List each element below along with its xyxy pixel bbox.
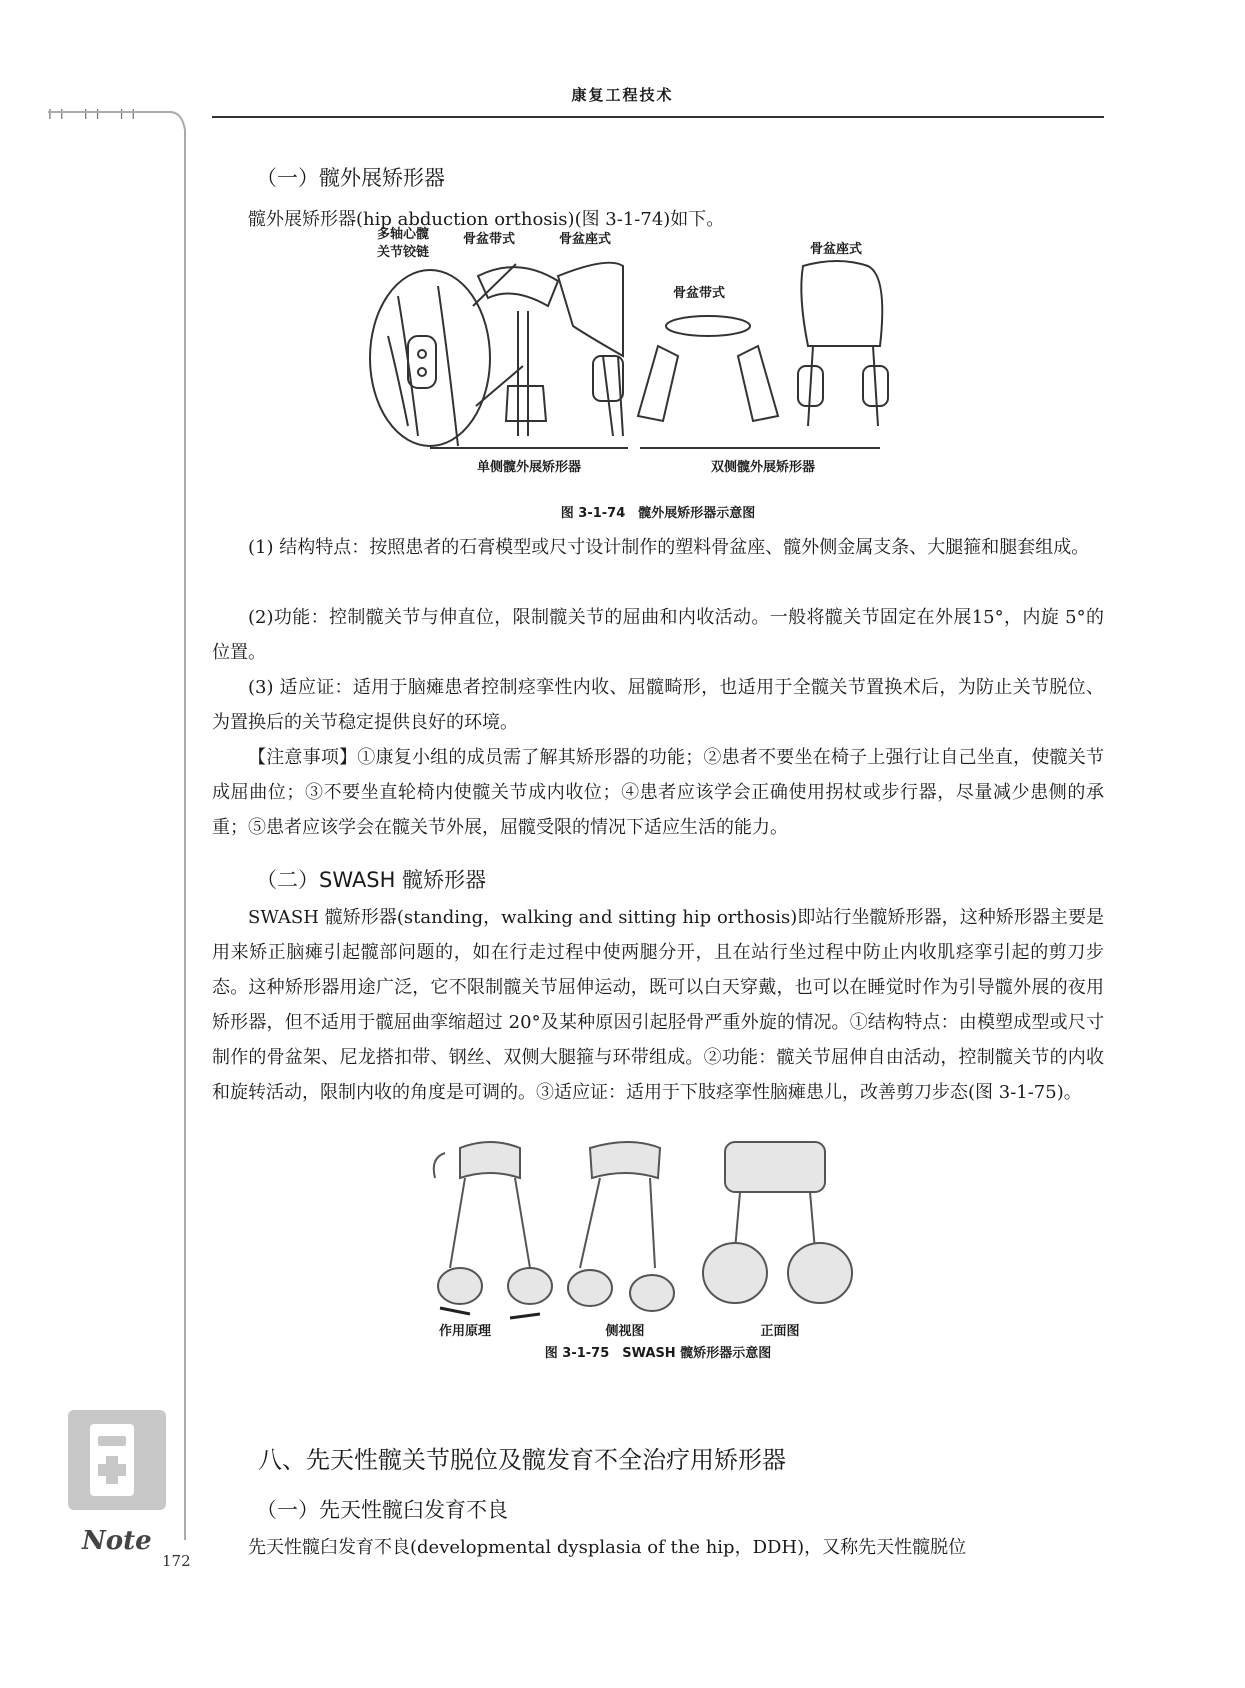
label-bilateral: 双侧髋外展矫形器: [710, 460, 815, 475]
label-pelvic-seat-2: 骨盆座式: [809, 242, 862, 257]
figure-swash: [420, 1138, 880, 1338]
label-unilateral: 单侧髋外展矫形器: [476, 460, 581, 475]
section-intro: 髋外展矫形器(hip abduction orthosis)(图 3-1-74)如下。: [248, 209, 725, 230]
paragraph-precautions: 【注意事项】①康复小组的成员需了解其矫形器的功能；②患者不要坐在椅子上强行让自己坐直，使髋关节成屈曲位；③不要坐直轮椅内使髋关节成内收位；④患者应该学会正确使用拐杖或步行器，尽量减少患侧的承重；⑤患者应该学会在髋关节外展，屈髋受限的情况下适应生活的能力。: [212, 747, 1104, 838]
paragraph-swash: SWASH 髋矫形器(standing，walking and sitting hip orthosis)即站行坐髋矫形器，这种矫形器主要是用来矫正脑瘫引起髋部问题的，如在行走过程中使两腿分开，且在站行坐过程中防止内收肌痉挛引起的剪刀步态。这种矫形器用途广泛，它不限制髋关节屈伸运动，既可以白天穿戴，也可以在睡觉时作为引导髋外展的夜用矫形器，但不适用于髋屈曲挛缩超过 20°及某种原因引起胫骨严重外旋的情况。①结构特点：由模塑成型或尺寸制作的骨盆架、尼龙搭扣带、钢丝、双侧大腿箍与环带组成。②功能：髋关节屈伸自由活动，控制髋关节的内收和旋转活动，限制内收的角度是可调的。③适应证：适用于下肢痉挛性脑瘫患儿，改善剪刀步态(图 3-1-75)。: [212, 907, 1104, 1103]
label-pelvic-band-2: 骨盆带式: [672, 286, 725, 301]
note-label: Note: [82, 1526, 152, 1556]
page-number: 172: [162, 1552, 191, 1570]
label-hinge: 多轴心髋 关节铰链: [376, 227, 429, 260]
label-pelvic-band: 骨盆带式: [462, 232, 515, 247]
header-rule: [212, 116, 1104, 118]
label-principle: 作用原理: [438, 1324, 491, 1339]
paragraph-structure: (1) 结构特点：按照患者的石膏模型或尺寸设计制作的塑料骨盆座、髋外侧金属支条、大腿箍和腿套组成。: [248, 537, 1090, 558]
notebook-icon: [90, 1424, 134, 1496]
margin-line: [40, 100, 220, 1560]
running-header: 康复工程技术: [571, 86, 674, 104]
note-icon: [68, 1410, 166, 1510]
label-side-view: 侧视图: [605, 1324, 645, 1339]
hip-abduction-illustration: [368, 236, 948, 486]
section-title-hip-abduction: （一）髋外展矫形器: [256, 166, 445, 190]
section-title-ddh: （一）先天性髋臼发育不良: [256, 1498, 508, 1522]
figure-hip-abduction: [368, 227, 948, 486]
label-front-view: 正面图: [760, 1324, 800, 1339]
label-pelvic-seat: 骨盆座式: [558, 232, 611, 247]
swash-illustration: [420, 1138, 880, 1338]
paragraph-indication: (3) 适应证：适用于脑瘫患者控制痉挛性内收、屈髋畸形，也适用于全髋关节置换术后，为防止关节脱位、为置换后的关节稳定提供良好的环境。: [212, 677, 1104, 733]
chapter-title: 八、先天性髋关节脱位及髋发育不全治疗用矫形器: [258, 1446, 786, 1474]
paragraph-ddh: 先天性髋臼发育不良(developmental dysplasia of the hip，DDH)，又称先天性髋脱位: [248, 1537, 967, 1558]
figure-caption-3-1-74: 图 3-1-74 髋外展矫形器示意图: [560, 506, 756, 521]
header-ornament: II II II: [48, 108, 144, 123]
section-title-swash: （二）SWASH 髋矫形器: [256, 868, 487, 892]
paragraph-function: (2)功能：控制髋关节与伸直位，限制髋关节的屈曲和内收活动。一般将髋关节固定在外展15°，内旋 5°的位置。: [212, 607, 1104, 663]
figure-caption-3-1-75: 图 3-1-75 SWASH 髋矫形器示意图: [544, 1346, 772, 1361]
